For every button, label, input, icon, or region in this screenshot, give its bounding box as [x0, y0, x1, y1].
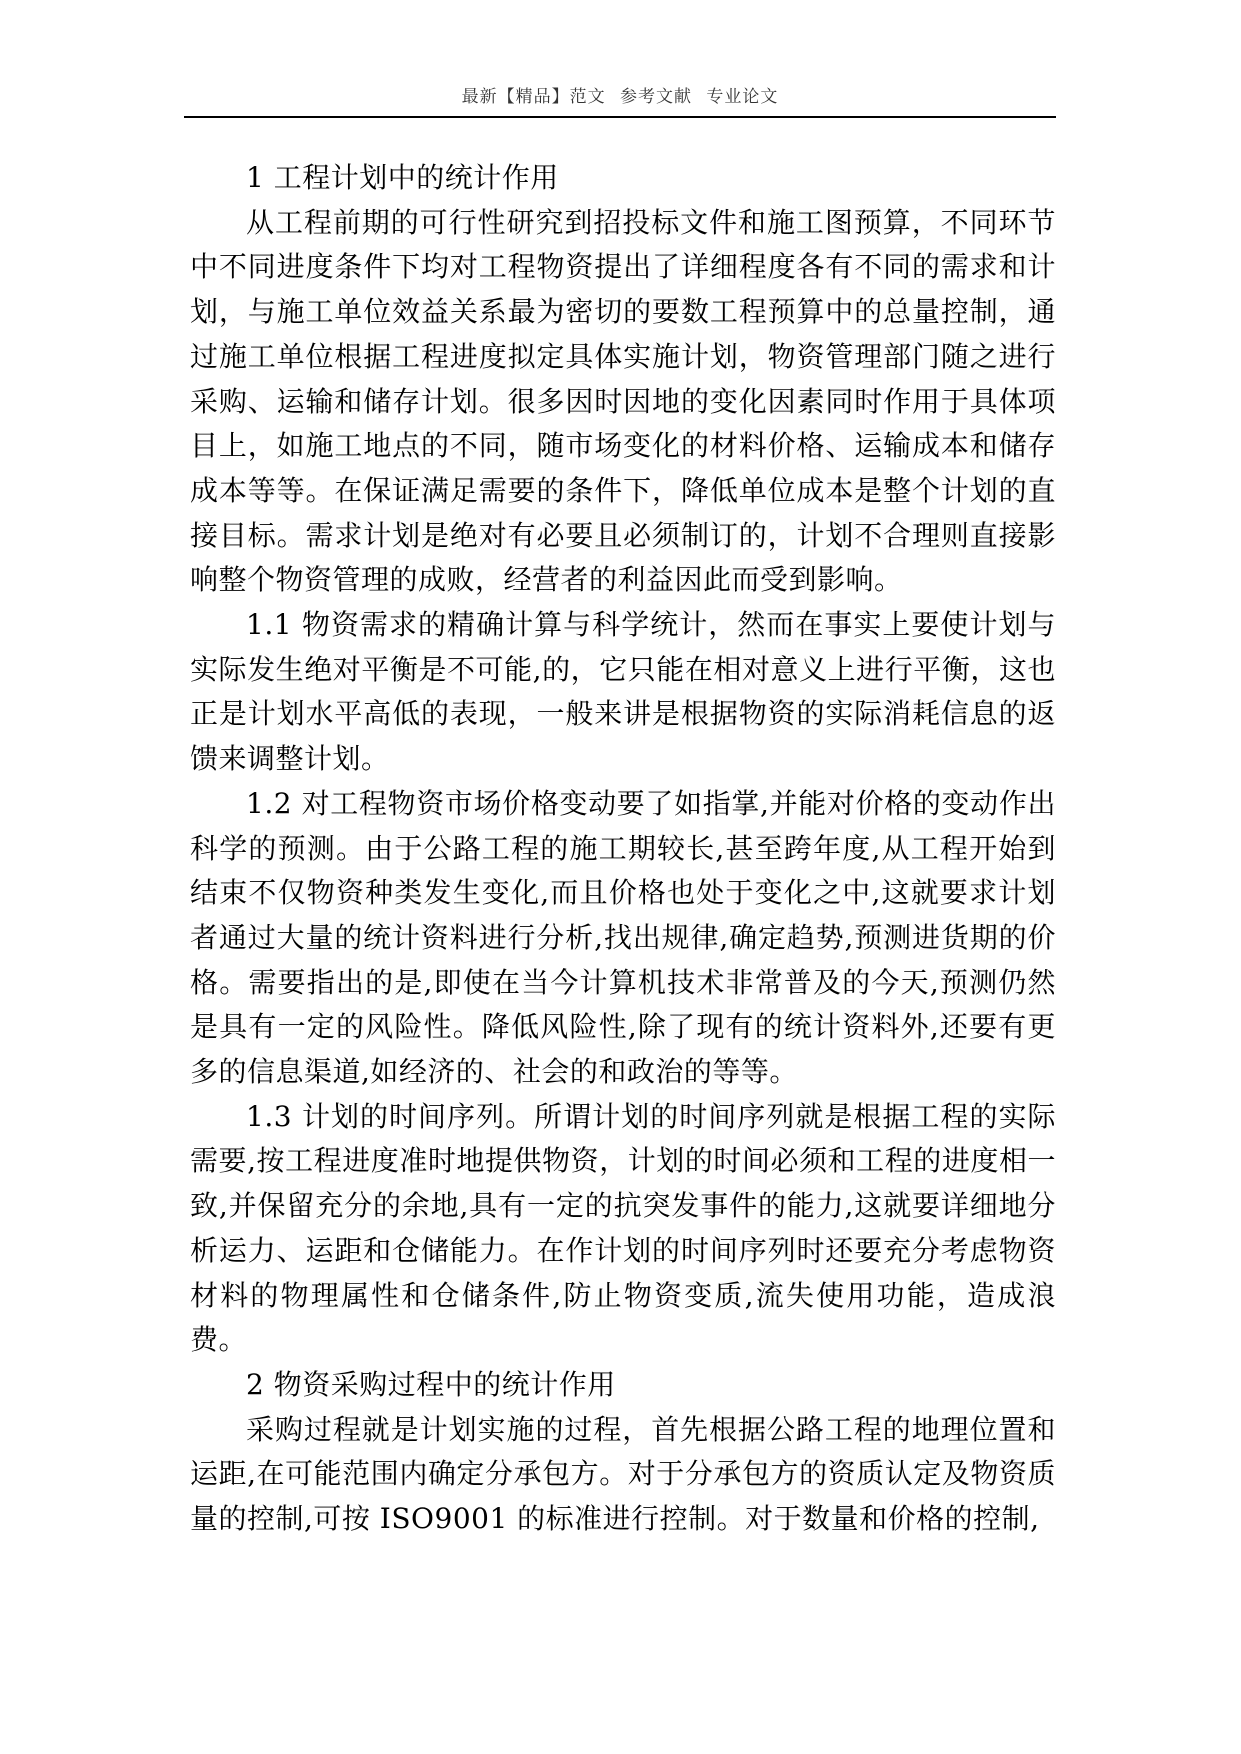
paragraph-1-3: 1.3 计划的时间序列。所谓计划的时间序列就是根据工程的实际需要,按工程进度准时地提供物资，计划的时间必须和工程的进度相一致,并保留充分的余地,具有一定的抗突发事件的能力,这就要详细地分析运力、运距和仓储能力。在作计划的时间序列时还要充分考虑物资材料的物理属性和仓储条件,防止物资变质,流失使用功能，造成浪费。 [190, 1099, 1056, 1357]
document-body [190, 156, 1056, 1542]
paragraph-1: 从工程前期的可行性研究到招投标文件和施工图预算，不同环节中不同进度条件下均对工程物资提出了详细程度各有不同的需求和计划，与施工单位效益关系最为密切的要数工程预算中的总量控制，通过施工单位根据工程进度拟定具体实施计划，物资管理部门随之进行采购、运输和储存计划。很多因时因地的变化因素同时作用于具体项目上，如施工地点的不同，随市场变化的材料价格、运输成本和储存成本等等。在保证满足需要的条件下，降低单位成本是整个计划的直接目标。需求计划是绝对有必要且必须制订的，计划不合理则直接影响整个物资管理的成败，经营者的利益因此而受到影响。 [190, 205, 1056, 597]
header-divider [184, 116, 1056, 118]
header-label-fanwen: 最新【精品】范文 [461, 87, 606, 107]
section-heading-2: 2 物资采购过程中的统计作用 [246, 1367, 616, 1401]
header-label-cankao: 参考文献 [620, 87, 692, 107]
paragraph-2: 采购过程就是计划实施的过程，首先根据公路工程的地理位置和运距,在可能范围内确定分承包方。对于分承包方的资质认定及物资质量的控制,可按 ISO9001 的标准进行控制。对于数量和价格的控制, [190, 1412, 1056, 1536]
paragraph-1-1: 1.1 物资需求的精确计算与科学统计，然而在事实上要使计划与实际发生绝对平衡是不可能,的，它只能在相对意义上进行平衡，这也正是计划水平高低的表现，一般来讲是根据物资的实际消耗信息的返馈来调整计划。 [190, 608, 1056, 776]
section-heading-1: 1 工程计划中的统计作用 [246, 161, 559, 194]
header-label-lunwen: 专业论文 [706, 87, 779, 107]
paragraph-1-2: 1.2 对工程物资市场价格变动要了如指掌,并能对价格的变动作出科学的预测。由于公路工程的施工期较长,甚至跨年度,从工程开始到结束不仅物资种类发生变化,而且价格也处于变化之中,这就要求计划者通过大量的统计资料进行分析,找出规律,确定趋势,预测进货期的价格。需要指出的是,即使在当今计算机技术非常普及的今天,预测仍然是具有一定的风险性。降低风险性,除了现有的统计资料外,还要有更多的信息渠道,如经济的、社会的和政治的等等。 [190, 786, 1056, 1089]
page-header [184, 78, 1056, 116]
